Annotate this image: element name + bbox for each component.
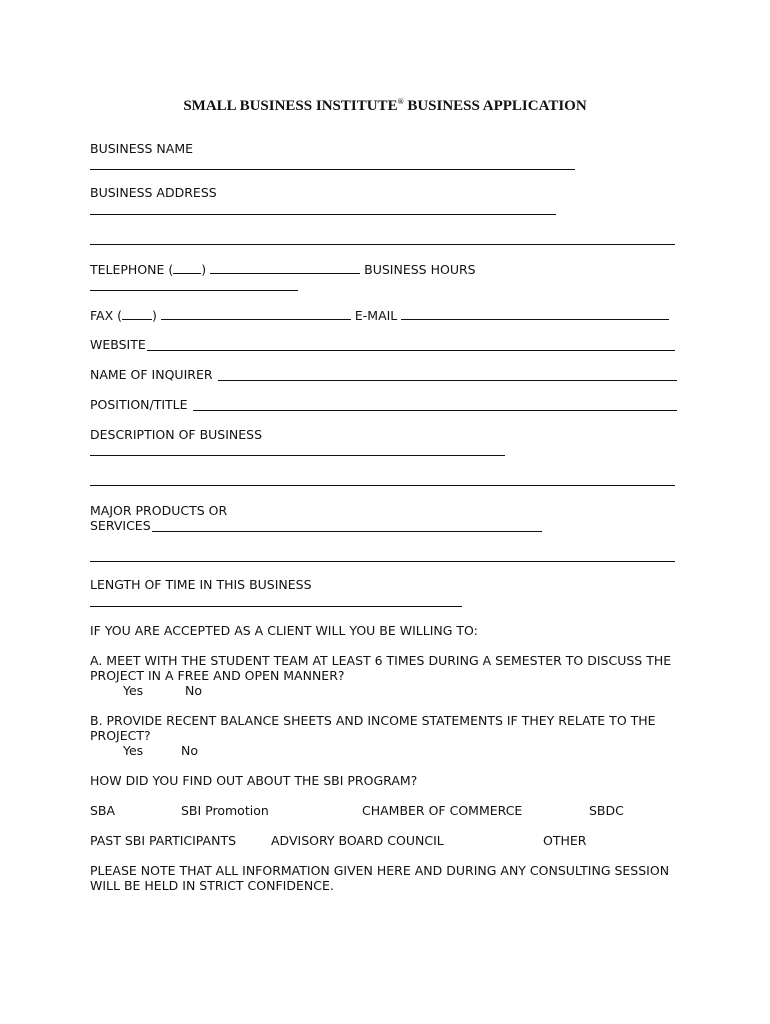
page-title <box>0 94 770 114</box>
business-address-field-2[interactable] <box>90 244 675 245</box>
question-a-yes[interactable]: Yes <box>123 683 144 698</box>
products-label-line1: MAJOR PRODUCTS OR <box>90 503 228 518</box>
telephone-paren: ) <box>201 262 207 277</box>
confidentiality-note-line1: PLEASE NOTE THAT ALL INFORMATION GIVEN HERE AND DURING ANY CONSULTING SESSION <box>90 863 670 878</box>
questions-intro: IF YOU ARE ACCEPTED AS A CLIENT WILL YOU BE WILLING TO: <box>90 623 478 638</box>
business-name-label: BUSINESS NAME <box>90 141 194 156</box>
title-main: SMALL BUSINESS INSTITUTE <box>183 98 398 114</box>
position-field[interactable] <box>193 410 677 411</box>
business-address-field-1[interactable] <box>90 214 556 215</box>
products-field-1[interactable] <box>152 531 542 532</box>
registered-mark: ® <box>397 97 404 106</box>
description-field-1[interactable] <box>90 455 505 456</box>
email-label: E-MAIL <box>354 308 398 323</box>
products-label-line2: SERVICES <box>90 518 151 533</box>
fax-paren: ) <box>152 308 157 323</box>
fax-label: FAX ( <box>90 308 123 323</box>
position-label: POSITION/TITLE <box>90 397 188 412</box>
confidentiality-note-line2: WILL BE HELD IN STRICT CONFIDENCE. <box>90 878 334 893</box>
fax-row <box>90 307 669 323</box>
source-other[interactable]: OTHER <box>543 833 587 848</box>
title-rest: BUSINESS APPLICATION <box>403 98 587 114</box>
source-question: HOW DID YOU FIND OUT ABOUT THE SBI PROGRAM? <box>90 773 418 788</box>
question-a-line1: A. MEET WITH THE STUDENT TEAM AT LEAST 6 TIMES DURING A SEMESTER TO DISCUSS THE <box>90 653 672 668</box>
source-past-participants[interactable]: PAST SBI PARTICIPANTS <box>90 833 237 848</box>
length-of-time-label: LENGTH OF TIME IN THIS BUSINESS <box>90 577 312 592</box>
inquirer-label: NAME OF INQUIRER <box>90 367 213 382</box>
source-sbdc[interactable]: SBDC <box>589 803 624 818</box>
email-field[interactable] <box>401 307 669 320</box>
description-field-2[interactable] <box>90 485 675 486</box>
question-a-line2: PROJECT IN A FREE AND OPEN MANNER? <box>90 668 345 683</box>
source-chamber[interactable]: CHAMBER OF COMMERCE <box>362 803 523 818</box>
business-name-field[interactable] <box>90 169 575 170</box>
question-a-no[interactable]: No <box>185 683 202 698</box>
business-hours-label: BUSINESS HOURS <box>364 262 476 277</box>
source-sbi-promotion[interactable]: SBI Promotion <box>181 803 269 818</box>
source-sba[interactable]: SBA <box>90 803 116 818</box>
fax-area-code-field[interactable] <box>122 307 152 320</box>
question-b-yes[interactable]: Yes <box>123 743 144 758</box>
business-hours-field[interactable] <box>90 290 298 291</box>
telephone-area-code-field[interactable] <box>173 261 201 274</box>
business-address-label: BUSINESS ADDRESS <box>90 185 217 200</box>
telephone-label: TELEPHONE ( <box>90 262 174 277</box>
telephone-row <box>90 261 476 277</box>
description-label: DESCRIPTION OF BUSINESS <box>90 427 263 442</box>
telephone-number-field[interactable] <box>210 261 360 274</box>
website-field[interactable] <box>147 350 675 351</box>
fax-number-field[interactable] <box>161 307 351 320</box>
products-field-2[interactable] <box>90 561 675 562</box>
inquirer-field[interactable] <box>218 380 677 381</box>
question-b-no[interactable]: No <box>181 743 198 758</box>
length-of-time-field[interactable] <box>90 606 462 607</box>
question-b-line1: B. PROVIDE RECENT BALANCE SHEETS AND INCOME STATEMENTS IF THEY RELATE TO THE <box>90 713 656 728</box>
source-advisory-board[interactable]: ADVISORY BOARD COUNCIL <box>271 833 444 848</box>
question-b-line2: PROJECT? <box>90 728 151 743</box>
website-label: WEBSITE <box>90 337 146 352</box>
